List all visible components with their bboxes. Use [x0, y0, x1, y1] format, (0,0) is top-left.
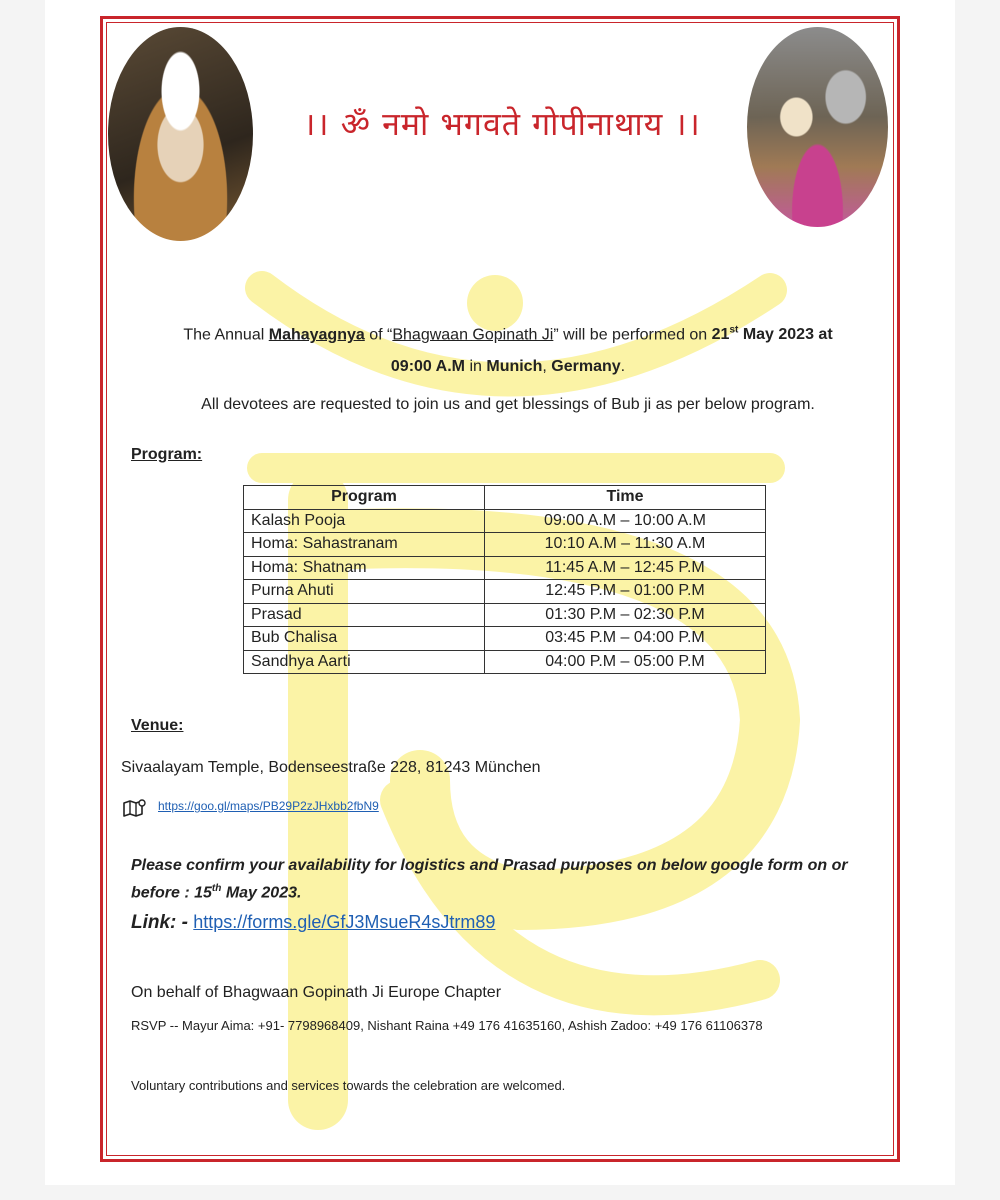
link-label: Link: -: [131, 912, 188, 933]
google-form-link[interactable]: https://forms.gle/GfJ3MsueR4sJtrm89: [193, 912, 496, 932]
program-time: 10:10 A.M – 11:30 A.M: [485, 533, 766, 557]
mantra-title: [266, 93, 738, 153]
intro-line-3: All devotees are requested to join us and get blessings of Bub ji as per below program.: [201, 396, 815, 413]
program-table: [243, 485, 766, 674]
confirm-date: May 2023.: [225, 884, 302, 902]
event-name: Mahayagnya: [268, 326, 365, 344]
mantra-text: ।। ॐ नमो भगवते गोपीनाथाय ।।: [303, 104, 701, 143]
intro-text: of “: [369, 326, 393, 344]
event-time: 09:00 A.M: [390, 358, 465, 375]
column-header-program: Program: [244, 486, 485, 510]
day-suffix: st: [729, 325, 739, 336]
saint-portrait-image: [108, 27, 253, 241]
venue-heading: Venue:: [131, 717, 184, 734]
form-link-line: [131, 912, 495, 934]
table-row: [244, 580, 766, 604]
program-name: Sandhya Aarti: [244, 650, 485, 674]
intro-text: .: [620, 358, 626, 375]
program-heading: Program:: [131, 446, 203, 463]
map-link[interactable]: https://goo.gl/maps/PB29P2zJHxbb2fbN9: [158, 799, 379, 813]
shrine-photo-image: [747, 27, 888, 227]
table-row: [244, 627, 766, 651]
program-time: 11:45 A.M – 12:45 P.M: [485, 556, 766, 580]
program-name: Kalash Pooja: [244, 509, 485, 533]
program-name: Bub Chalisa: [244, 627, 485, 651]
event-month-year: May 2023 at: [742, 326, 833, 344]
program-time: 12:45 P.M – 01:00 P.M: [485, 580, 766, 604]
intro-text: ” will be performed on: [553, 326, 708, 344]
event-city: Munich: [486, 358, 543, 375]
program-name: Prasad: [244, 603, 485, 627]
table-row: [244, 509, 766, 533]
program-name: Homa: Shatnam: [244, 556, 485, 580]
program-time: 09:00 A.M – 10:00 A.M: [485, 509, 766, 533]
table-row: [244, 533, 766, 557]
confirm-text: Please confirm your availability for logistics and Prasad purposes on below google form on or before : 15: [131, 857, 848, 902]
event-country: Germany: [551, 358, 621, 375]
program-name: Purna Ahuti: [244, 580, 485, 604]
intro-line-2: [128, 357, 888, 377]
table-row: [244, 556, 766, 580]
map-icon: [123, 798, 147, 818]
venue-address: Sivaalayam Temple, Bodenseestraße 228, 81243 München: [121, 759, 541, 776]
confirm-note: [131, 854, 881, 904]
program-time: 03:45 P.M – 04:00 P.M: [485, 627, 766, 651]
table-header-row: [244, 486, 766, 510]
intro-line-1: [128, 321, 888, 345]
table-row: [244, 650, 766, 674]
deity-name: Bhagwaan Gopinath Ji: [392, 326, 554, 344]
program-name: Homa: Sahastranam: [244, 533, 485, 557]
date-suffix: th: [211, 883, 222, 894]
table-row: [244, 603, 766, 627]
contributions-note: Voluntary contributions and services towards the celebration are welcomed.: [131, 1078, 566, 1093]
intro-text: The Annual: [183, 326, 265, 344]
program-time: 04:00 P.M – 05:00 P.M: [485, 650, 766, 674]
intro-text: ,: [542, 358, 547, 375]
rsvp-contacts: RSVP -- Mayur Aima: +91- 7798968409, Nishant Raina +49 176 41635160, Ashish Zadoo: +49 176 61106378: [131, 1018, 763, 1033]
behalf-text: On behalf of Bhagwaan Gopinath Ji Europe Chapter: [131, 984, 502, 1001]
event-day: 21: [711, 326, 730, 344]
column-header-time: Time: [485, 486, 766, 510]
intro-text: in: [469, 358, 482, 375]
program-time: 01:30 P.M – 02:30 P.M: [485, 603, 766, 627]
